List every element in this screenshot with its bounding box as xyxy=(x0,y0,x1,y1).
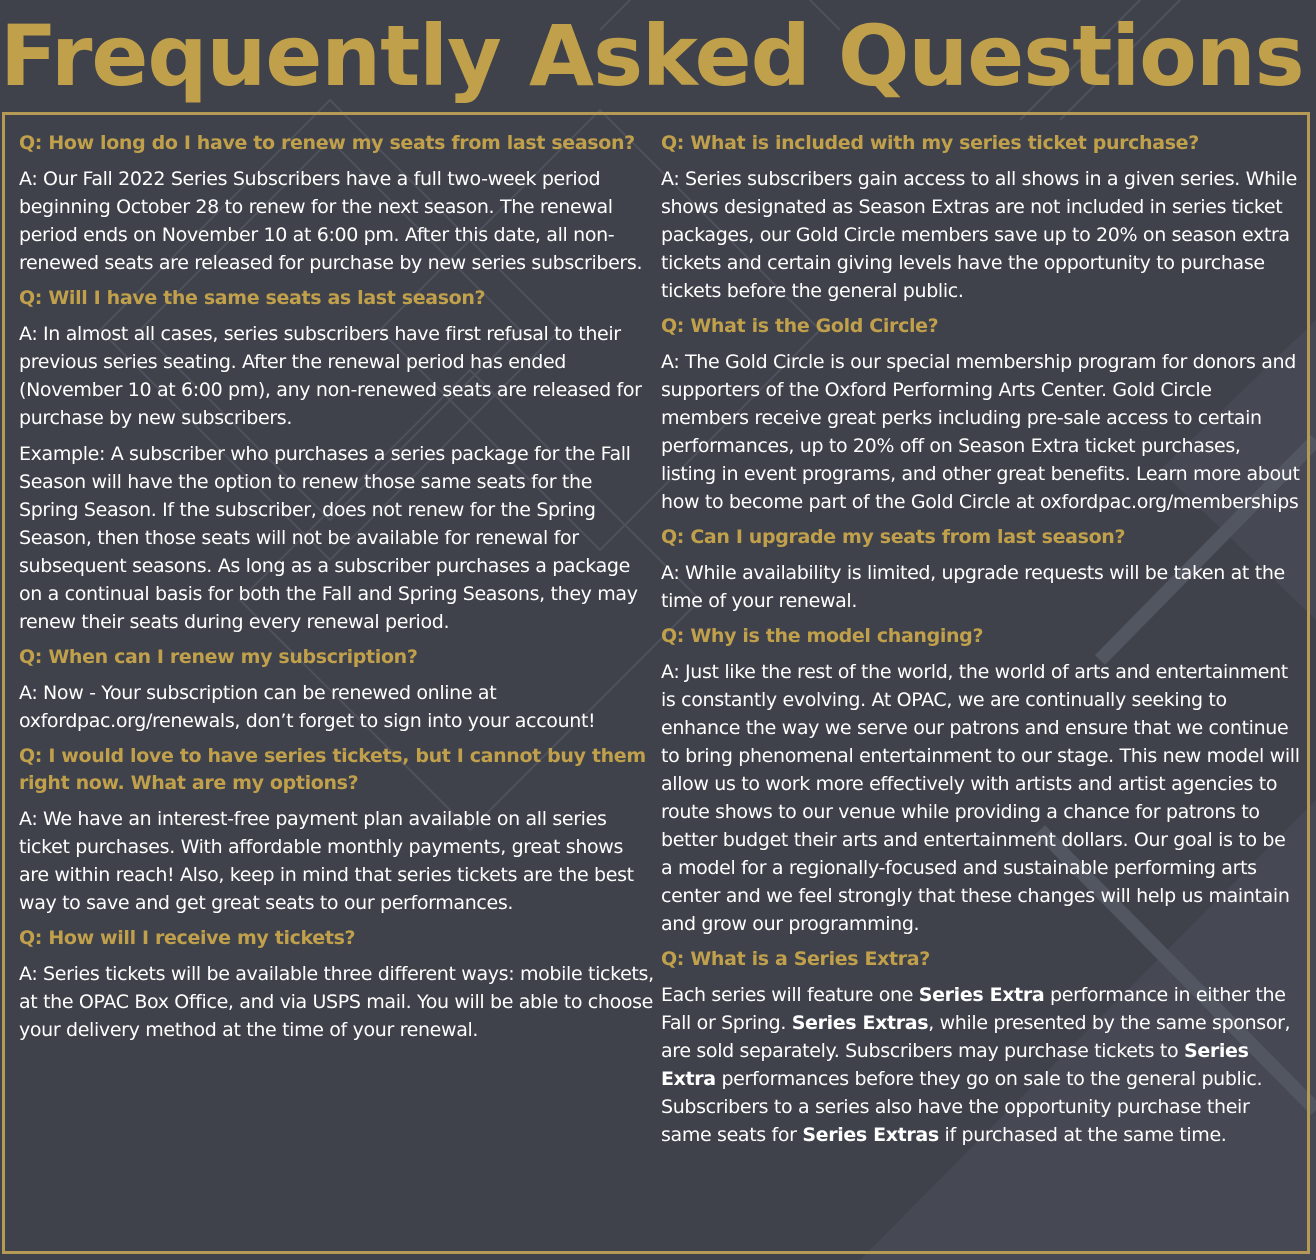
faq-question: Q: What is included with my series ticket purchase? xyxy=(661,132,1199,154)
faq-left-column xyxy=(19,130,655,1052)
faq-item xyxy=(19,743,655,917)
series-extra-bold: Series Extra xyxy=(918,984,1045,1006)
faq-item xyxy=(19,925,655,1044)
answer-text: performances before they go on sale to the general public. Subscribers to a series also have the opportunity purchase their same seats for xyxy=(661,1068,1263,1146)
faq-answer: A: Series tickets will be available three different ways: mobile tickets, at the OPAC Box Office, and via USPS mail. You will be able to choose your delivery method at the time of your renewal. xyxy=(19,963,654,1041)
faq-answer-series-extra xyxy=(661,981,1301,1149)
page-title: Frequently Asked Questions xyxy=(0,7,1304,105)
faq-right-column xyxy=(661,130,1301,1157)
faq-answer: A: In almost all cases, series subscribers have first refusal to their previous series seating. After the renewal period has ended (November 10 at 6:00 pm), any non-renewed seats are released for purchase by new subscribers. xyxy=(19,323,642,429)
faq-question: Q: How long do I have to renew my seats from last season? xyxy=(19,132,635,154)
faq-answer: A: Series subscribers gain access to all shows in a given series. While shows designated as Season Extras are not included in series ticket packages, our Gold Circle members save up to 20% on season extra tickets and certain giving levels have the opportunity to purchase tickets before the general public. xyxy=(661,168,1298,302)
faq-question: Q: What is the Gold Circle? xyxy=(661,315,939,337)
series-extra-bold: Series Extra xyxy=(661,1040,1249,1090)
faq-question: Q: How will I receive my tickets? xyxy=(19,927,356,949)
faq-question: Q: Why is the model changing? xyxy=(661,625,984,647)
faq-item xyxy=(661,524,1301,615)
faq-question: Q: When can I renew my subscription? xyxy=(19,646,418,668)
series-extras-bold: Series Extras xyxy=(791,1012,929,1034)
faq-answer: A: Our Fall 2022 Series Subscribers have a full two-week period beginning October 28 to renew for the next season. The renewal period ends on November 10 at 6:00 pm. After this date, all non-renewed seats are released for purchase by new series subscribers. xyxy=(19,168,643,274)
faq-item xyxy=(661,313,1301,516)
answer-text: performance in either the Fall or Spring. xyxy=(661,984,1286,1034)
faq-answer: A: The Gold Circle is our special membership program for donors and supporters of the Oxford Performing Arts Center. Gold Circle members receive great perks including pre-sale access to certain performances, up to 20% off on Season Extra ticket purchases, listing in event programs, and other great benefits. Learn more about how to become part of the Gold Circle at oxfordpac.org/memberships xyxy=(661,351,1300,513)
faq-question: Q: I would love to have series tickets, but I cannot buy them right now. What are my options? xyxy=(19,745,646,794)
faq-answer: A: Now - Your subscription can be renewed online at oxfordpac.org/renewals, don’t forget to sign into your account! xyxy=(19,682,596,732)
faq-item xyxy=(661,946,1301,1149)
answer-text: , while presented by the same sponsor, are sold separately. Subscribers may purchase tickets to xyxy=(661,1012,1291,1062)
faq-item xyxy=(661,623,1301,938)
faq-answer-example: Example: A subscriber who purchases a series package for the Fall Season will have the option to renew those same seats for the Spring Season. If the subscriber, does not renew for the Spring Season, then those seats will not be available for renewal for subsequent seasons. As long as a subscriber purchases a package on a continual basis for both the Fall and Spring Seasons, they may renew their seats during every renewal period. xyxy=(19,443,638,633)
faq-question: Q: Will I have the same seats as last season? xyxy=(19,287,486,309)
answer-text: if purchased at the same time. xyxy=(938,1124,1227,1146)
faq-answer: A: Just like the rest of the world, the world of arts and entertainment is constantly evolving. At OPAC, we are continually seeking to enhance the way we serve our patrons and ensure that we continue to bring phenomenal entertainment to our stage. This new model will allow us to work more effectively with artists and artist agencies to route shows to our venue while providing a chance for patrons to better budget their arts and entertainment dollars. Our goal is to be a model for a regionally-focused and sustainable performing arts center and we feel strongly that these changes will help us maintain and grow our programming. xyxy=(661,661,1300,935)
series-extras-bold: Series Extras xyxy=(802,1124,939,1146)
faq-item xyxy=(19,285,655,636)
faq-answer: A: While availability is limited, upgrade requests will be taken at the time of your renewal. xyxy=(661,562,1285,612)
faq-question: Q: What is a Series Extra? xyxy=(661,948,930,970)
faq-item xyxy=(661,130,1301,305)
faq-answer: A: We have an interest-free payment plan available on all series ticket purchases. With affordable monthly payments, great shows are within reach! Also, keep in mind that series tickets are the best way to save and get great seats to our performances. xyxy=(19,808,634,914)
faq-item xyxy=(19,130,655,277)
answer-text: Each series will feature one xyxy=(661,984,919,1006)
faq-item xyxy=(19,644,655,735)
faq-question: Q: Can I upgrade my seats from last season? xyxy=(661,526,1126,548)
